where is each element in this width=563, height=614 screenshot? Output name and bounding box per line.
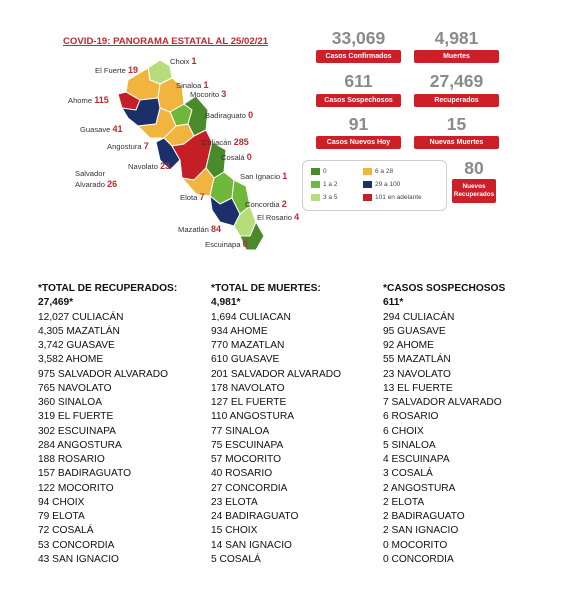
map-label-culiacan: Culiacán 285 [202, 137, 249, 147]
legend-swatch [311, 168, 320, 175]
list-item: 15 CHOIX [211, 525, 258, 537]
list-item: 1,694 CULIACAN [211, 311, 291, 323]
map-label-mocorito: Mocorito 3 [190, 89, 227, 99]
map-label-alvarado: Alvarado 26 [75, 179, 118, 189]
legend-item: 1 a 2 [311, 181, 337, 188]
list-item: 2 SAN IGNACIO [383, 525, 459, 537]
map-label-choix: Choix 1 [170, 56, 197, 66]
list-item: 934 AHOME [211, 325, 268, 337]
list-item: 157 BADIRAGUATO [38, 468, 132, 480]
stat-nuevos-hoy-label: Casos Nuevos Hoy [316, 136, 401, 149]
stat-sospechosos-label: Casos Sospechosos [316, 94, 401, 107]
stat-recuperados-label: Recuperados [414, 94, 499, 107]
list-item: 12,027 CULIACÁN [38, 311, 124, 323]
legend-swatch [363, 168, 372, 175]
stat-nuevos-hoy-value: 91 [348, 114, 369, 134]
stat-nuevos-recuperados-value: 80 [464, 158, 484, 178]
map-label-mazatlan: Mazatlán 84 [178, 224, 221, 234]
list-item: 765 NAVOLATO [38, 382, 112, 394]
legend-item: 3 a 5 [311, 194, 337, 201]
list-item: 0 MOCORITO [383, 539, 448, 551]
stat-confirmados-label: Casos Confirmados [316, 50, 401, 63]
list-item: 27 CONCORDIA [211, 482, 288, 494]
map-legend [302, 160, 447, 211]
sospechosos-list [383, 282, 505, 567]
list-item: 5 COSALÁ [211, 553, 261, 565]
list-item: 95 GUASAVE [383, 325, 446, 337]
list-item: 75 ESCUINAPA [211, 439, 284, 451]
legend-swatch [311, 194, 320, 201]
list-item: 6 CHOIX [383, 425, 424, 437]
stat-confirmados-value: 33,069 [331, 28, 386, 48]
list-item: 7 SALVADOR ALVARADO [383, 397, 502, 408]
stat-recuperados-value: 27,469 [429, 71, 484, 91]
legend-item: 101 en adelante [363, 194, 422, 201]
list-item: 57 MOCORITO [211, 454, 282, 465]
list-item: 24 BADIRAGUATO [211, 511, 299, 522]
legend-item: 29 a 100 [363, 181, 400, 188]
list-item: 6 ROSARIO [383, 411, 439, 423]
list-item: 72 COSALÁ [38, 525, 94, 537]
list-item: 43 SAN IGNACIO [38, 553, 119, 565]
list-item: 13 EL FUERTE [383, 382, 453, 394]
list-item: 302 ESCUINAPA [38, 425, 116, 437]
list-item: 23 NAVOLATO [383, 368, 451, 380]
map-label-navolato: Navolato 23 [128, 161, 171, 171]
list-item: 975 SALVADOR ALVARADO [38, 368, 169, 380]
list-item: 40 ROSARIO [211, 468, 273, 480]
stat-nuevos-recuperados-label: Nuevos Recuperados [452, 179, 496, 203]
list-item: 2 BADIRAGUATO [383, 511, 465, 522]
muertes-list [211, 282, 341, 567]
list-item: 14 SAN IGNACIO [211, 539, 292, 551]
list-item: 5 SINALOA [383, 439, 436, 451]
list-item: 294 CULIACÁN [383, 311, 455, 323]
list-item: 0 CONCORDIA [383, 553, 454, 565]
map-label-escuinapa: Escuinapa 0 [205, 239, 248, 249]
list-item: 284 ANGOSTURA [38, 439, 122, 451]
stat-nuevas-muertes-value: 15 [446, 114, 467, 134]
map-label-salvador: Salvador [75, 169, 105, 178]
page-title: COVID-19: PANORAMA ESTATAL AL 25/02/21 [63, 36, 269, 47]
map-label-angostura: Angostura 7 [107, 141, 149, 151]
list-item: 188 ROSARIO [38, 454, 105, 465]
list-item: 610 GUASAVE [211, 354, 280, 366]
list-item: 94 CHOIX [38, 496, 85, 508]
list-item: 122 MOCORITO [38, 482, 114, 494]
stat-sospechosos-value: 611 [344, 71, 373, 91]
list-item: 4,305 MAZATLÁN [38, 325, 120, 337]
sospechosos-header: *CASOS SOSPECHOSOS [383, 283, 506, 294]
map-label-cosala: Cosalá 0 [221, 152, 252, 162]
stat-nuevas-muertes-label: Nuevas Muertes [414, 136, 499, 149]
list-item: 201 SALVADOR ALVARADO [211, 368, 342, 380]
list-item: 319 EL FUERTE [38, 411, 114, 423]
stat-muertes-label: Muertes [414, 50, 499, 63]
muertes-total: 4,981* [211, 297, 241, 309]
recuperados-header: *TOTAL DE RECUPERADOS: [38, 283, 178, 294]
list-item: 79 ELOTA [38, 511, 85, 522]
list-item: 92 AHOME [383, 340, 434, 351]
list-item: 2 ELOTA [383, 496, 425, 508]
legend-swatch [363, 194, 372, 201]
list-item: 4 ESCUINAPA [383, 454, 450, 465]
list-item: 3 COSALÁ [383, 468, 433, 480]
list-item: 77 SINALOA [211, 425, 270, 437]
legend-item: 0 [311, 168, 327, 175]
list-item: 23 ELOTA [211, 496, 258, 508]
legend-swatch [363, 181, 372, 188]
list-item: 178 NAVOLATO [211, 382, 285, 394]
map-label-sinaloa: Sinaloa 1 [176, 80, 209, 90]
list-item: 770 MAZATLAN [211, 340, 285, 351]
map-label-concordia: Concordia 2 [245, 199, 287, 209]
map-label-ahome: Ahome 115 [68, 95, 109, 105]
map-label-el-rosario: El Rosario 4 [257, 212, 300, 222]
list-item: 360 SINALOA [38, 397, 102, 408]
list-item: 110 ANGOSTURA [211, 411, 295, 423]
sospechosos-total: 611* [383, 297, 404, 309]
stat-muertes-value: 4,981 [434, 28, 479, 48]
map-label-el-fuerte: El Fuerte 19 [95, 65, 138, 75]
map-label-san-ignacio: San Ignacio 1 [240, 171, 288, 181]
list-item: 53 CONCORDIA [38, 539, 115, 551]
map-label-guasave: Guasave 41 [80, 124, 123, 134]
legend-swatch [311, 181, 320, 188]
muertes-header: *TOTAL DE MUERTES: [211, 283, 321, 294]
recuperados-list [38, 282, 177, 567]
list-item: 55 MAZATLÁN [383, 354, 451, 366]
recuperados-total: 27,469* [38, 297, 74, 309]
legend-item: 6 a 28 [363, 168, 393, 175]
list-item: 2 ANGOSTURA [383, 482, 456, 494]
list-item: 3,742 GUASAVE [38, 340, 115, 351]
list-item: 127 EL FUERTE [211, 397, 287, 408]
map-label-elota: Elota 7 [180, 192, 205, 202]
map-label-badiraguato: Badiraguato 0 [205, 110, 254, 120]
list-item: 3,582 AHOME [38, 354, 104, 366]
